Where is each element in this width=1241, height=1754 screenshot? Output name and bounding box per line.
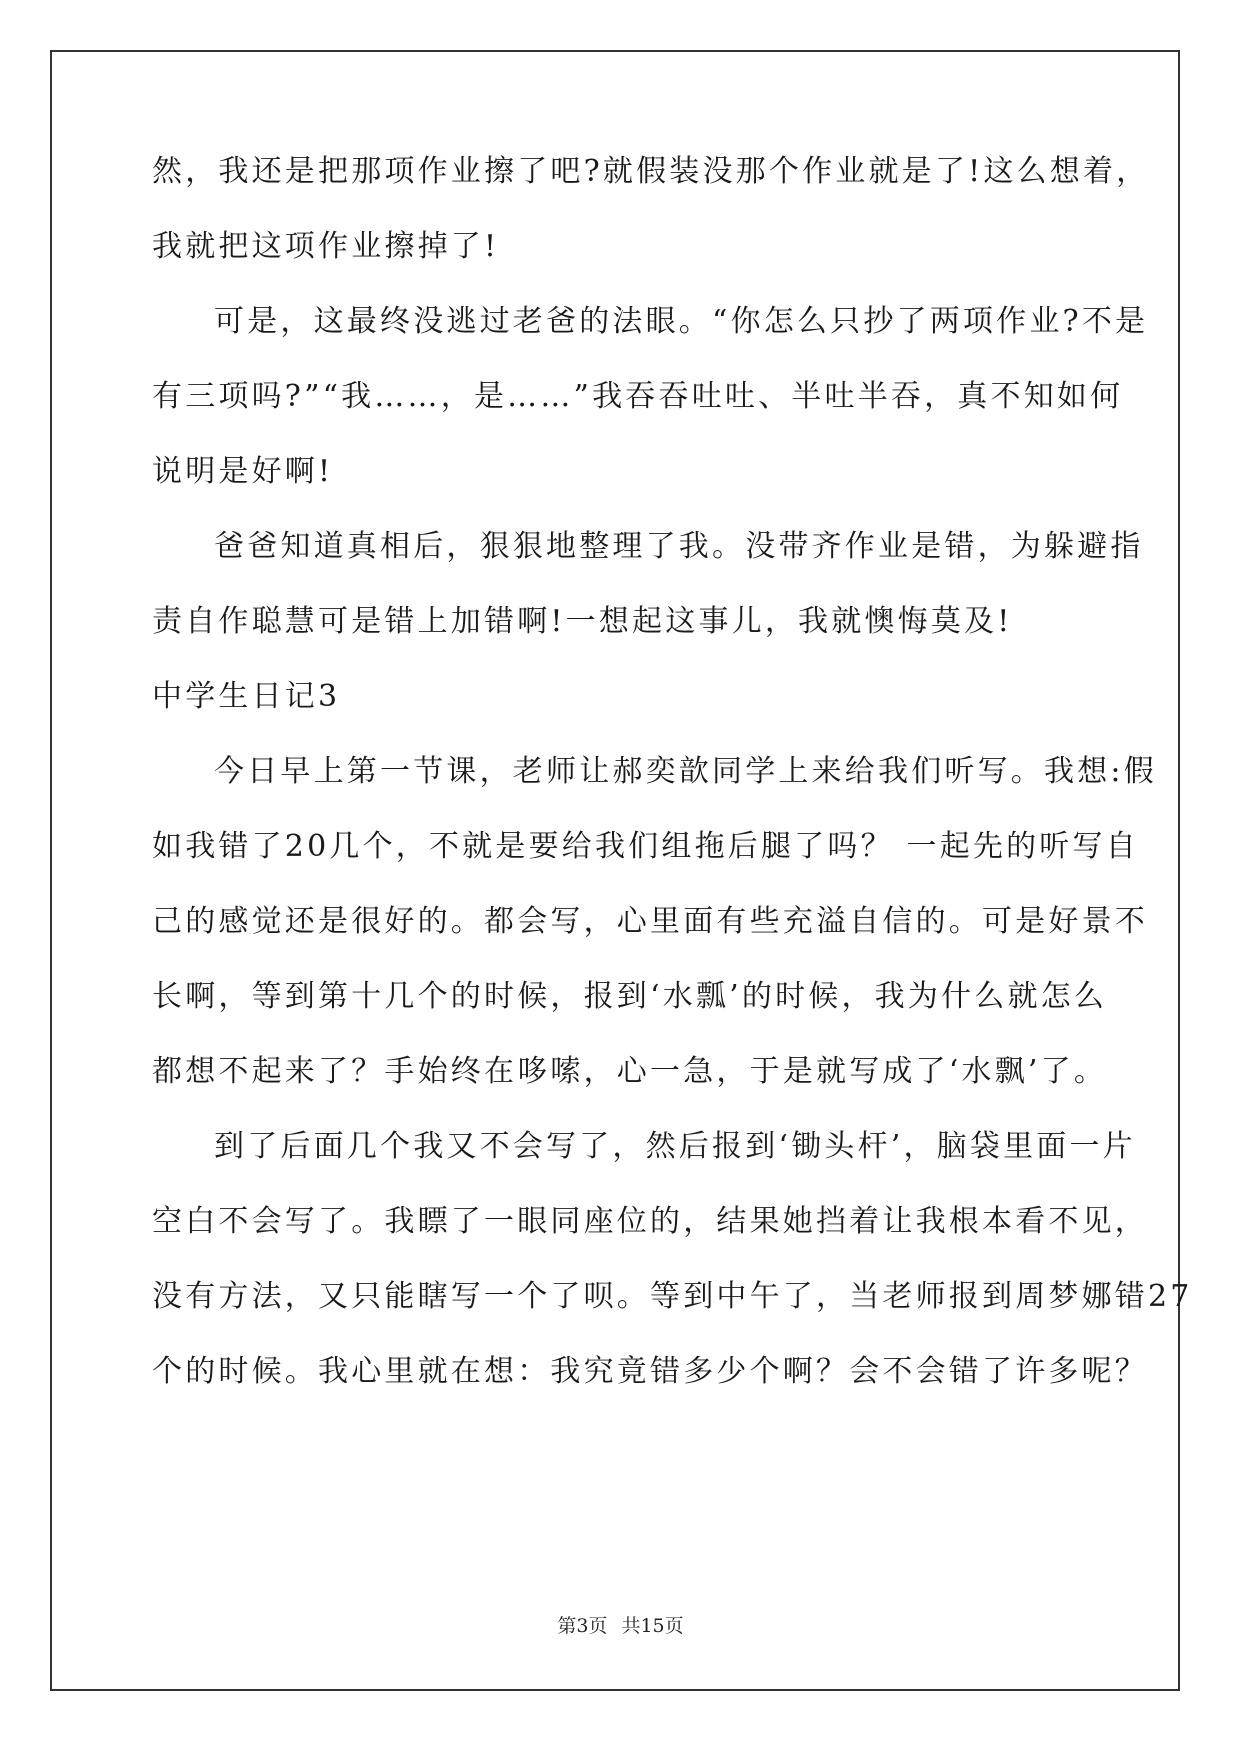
text-line: 然，我还是把那项作业擦了吧?就假装没那个作业就是了!这么想着， [152, 154, 1150, 189]
paragraph-start: 爸爸知道真相后，狠狠地整理了我。没带齐作业是错，为躲避指 [214, 529, 1144, 564]
paragraph-start: 可是，这最终没逃过老爸的法眼。“你怎么只抄了两项作业?不是 [214, 304, 1149, 339]
text-line: 如我错了20几个，不就是要给我们组拖后腿了吗？ 一起先的听写自 [152, 829, 1139, 864]
total-page-count: 共15页 [621, 1615, 684, 1637]
text-line: 没有方法，又只能瞎写一个了呗。等到中午了，当老师报到周梦娜错27 [152, 1279, 1193, 1314]
current-page-number: 第3页 [557, 1615, 608, 1637]
paragraph-start: 到了后面几个我又不会写了，然后报到‘锄头杆’，脑袋里面一片 [214, 1129, 1136, 1164]
text-line: 说明是好啊! [152, 454, 334, 489]
page-footer [0, 1614, 1241, 1638]
text-line: 个的时候。我心里就在想：我究竟错多少个啊？会不会错了许多呢？ [152, 1354, 1148, 1389]
text-line: 空白不会写了。我瞟了一眼同座位的，结果她挡着让我根本看不见， [152, 1204, 1148, 1239]
text-line: 己的感觉还是很好的。都会写，心里面有些充溢自信的。可是好景不 [152, 904, 1148, 939]
text-line: 都想不起来了？手始终在哆嗦，心一急，于是就写成了‘水飘’了。 [152, 1054, 1108, 1089]
text-line: 长啊，等到第十几个的时候，报到‘水瓢’的时候，我为什么就怎么 [152, 979, 1108, 1014]
text-line: 责自作聪慧可是错上加错啊!一想起这事儿，我就懊悔莫及! [152, 604, 1013, 639]
text-line: 有三项吗?”“我……，是……”我吞吞吐吐、半吐半吞，真不知如何 [152, 379, 1124, 414]
section-heading: 中学生日记3 [152, 679, 341, 714]
text-line: 我就把这项作业擦掉了! [152, 229, 500, 264]
page-border [50, 50, 1180, 1691]
paragraph-start: 今日早上第一节课，老师让郝奕歆同学上来给我们听写。我想:假 [214, 754, 1157, 789]
